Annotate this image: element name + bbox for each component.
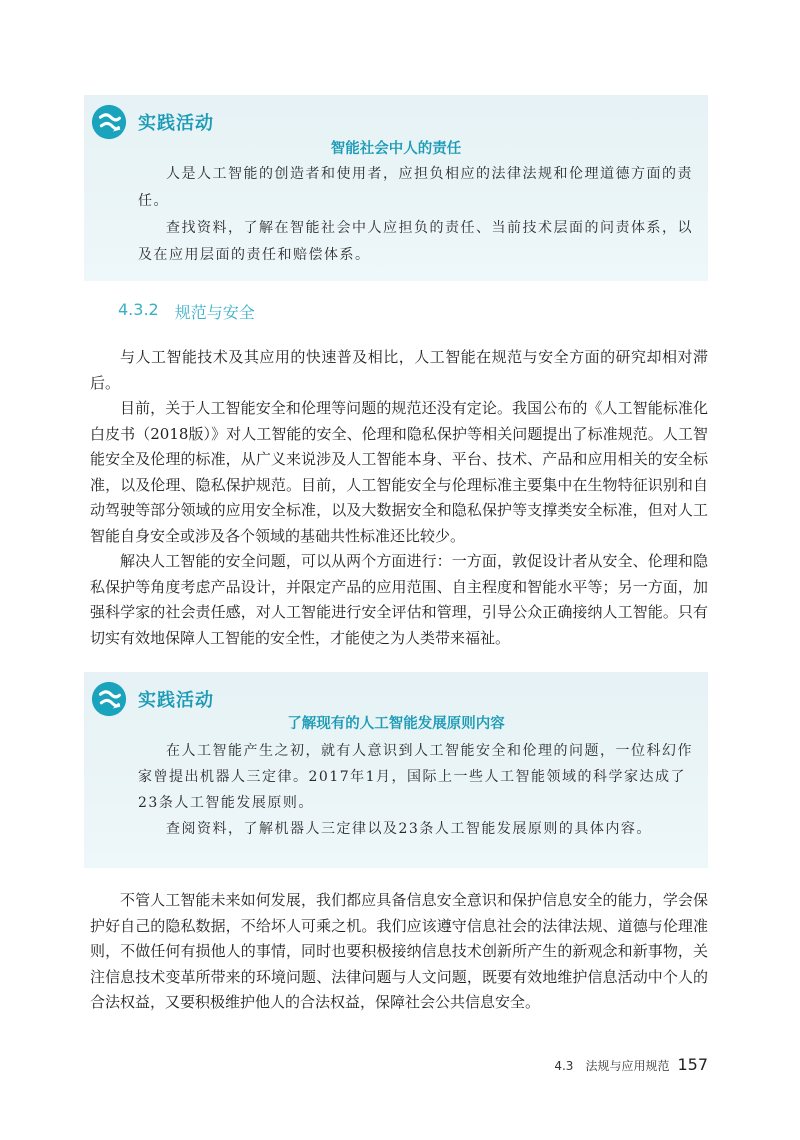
page-footer xyxy=(554,1055,708,1074)
body-paragraph: 不管人工智能未来如何发展，我们都应具备信息安全意识和保护信息安全的能力，学会保护好自己的隐私数据，不给坏人可乘之机。我们应该遵守信息社会的法律法规、道德与伦理准则，不做任何有损他人的事情，同时也要积极接纳信息技术创新所产生的新观念和新事物，关注信息技术变革所带来的环境问题、法律问题与人文问题，既要有效地维护信息活动中个人的合法权益，又要积极维护他人的合法权益，保障社会公共信息安全。 xyxy=(90,891,708,1011)
activity-title: 实践活动 xyxy=(138,113,214,134)
body-paragraph: 与人工智能技术及其应用的快速普及相比，人工智能在规范与安全方面的研究却相对滞后。 xyxy=(90,348,708,392)
practice-activity-box-2 xyxy=(84,672,708,868)
activity-text xyxy=(138,738,694,842)
section-number: 4.3.2 xyxy=(118,300,159,319)
practice-activity-box-1 xyxy=(84,95,708,281)
body-paragraph: 解决人工智能的安全问题，可以从两个方面进行：一方面，敦促设计者从安全、伦理和隐私保护等角度考虑产品设计，并限定产品的应用范围、自主程度和智能水平等；另一方面，加强科学家的社会责任感，对人工智能进行安全评估和管理，引导公众正确接纳人工智能。只有切实有效地保障人工智能的安全性，才能使之为人类带来福祉。 xyxy=(90,552,708,647)
body-paragraph: 目前，关于人工智能安全和伦理等问题的规范还没有定论。我国公布的《人工智能标准化白皮书（2018版）》对人工智能的安全、伦理和隐私保护等相关问题提出了标准规范。人工智能安全及伦理的标准，从广义来说涉及人工智能本身、平台、技术、产品和应用相关的安全标准，以及伦理、隐私保护规范。目前，人工智能安全与伦理标准主要集中在生物特征识别和自动驾驶等部分领域的应用安全标准，以及大数据安全和隐私保护等支撑类安全标准，但对人工智能自身安全或涉及各个领域的基础共性标准还比较少。 xyxy=(90,399,708,545)
activity-paragraph: 在人工智能产生之初，就有人意识到人工智能安全和伦理的问题，一位科幻作家曾提出机器人三定律。2017年1月，国际上一些人工智能领域的科学家达成了23条人工智能发展原则。 xyxy=(138,743,693,811)
practice-activity-icon xyxy=(90,103,128,141)
activity-subtitle: 了解现有的人工智能发展原则内容 xyxy=(287,716,505,732)
activity-text xyxy=(138,161,694,269)
section-title: 规范与安全 xyxy=(174,303,255,322)
activity-subtitle: 智能社会中人的责任 xyxy=(330,141,462,157)
page-number: 157 xyxy=(677,1055,708,1074)
body-text-1 xyxy=(90,345,708,651)
footer-chapter: 4.3 法规与应用规范 xyxy=(554,1059,670,1073)
activity-title: 实践活动 xyxy=(138,690,214,711)
activity-paragraph: 人是人工智能的创造者和使用者，应担负相应的法律法规和伦理道德方面的责任。 xyxy=(138,166,693,209)
activity-paragraph: 查阅资料，了解机器人三定律以及23条人工智能发展原则的具体内容。 xyxy=(166,821,652,837)
body-text-2 xyxy=(90,888,708,1016)
section-heading xyxy=(118,300,255,323)
activity-paragraph: 查找资料，了解在智能社会中人应担负的责任、当前技术层面的问责体系，以及在应用层面的责任和赔偿体系。 xyxy=(138,220,693,263)
